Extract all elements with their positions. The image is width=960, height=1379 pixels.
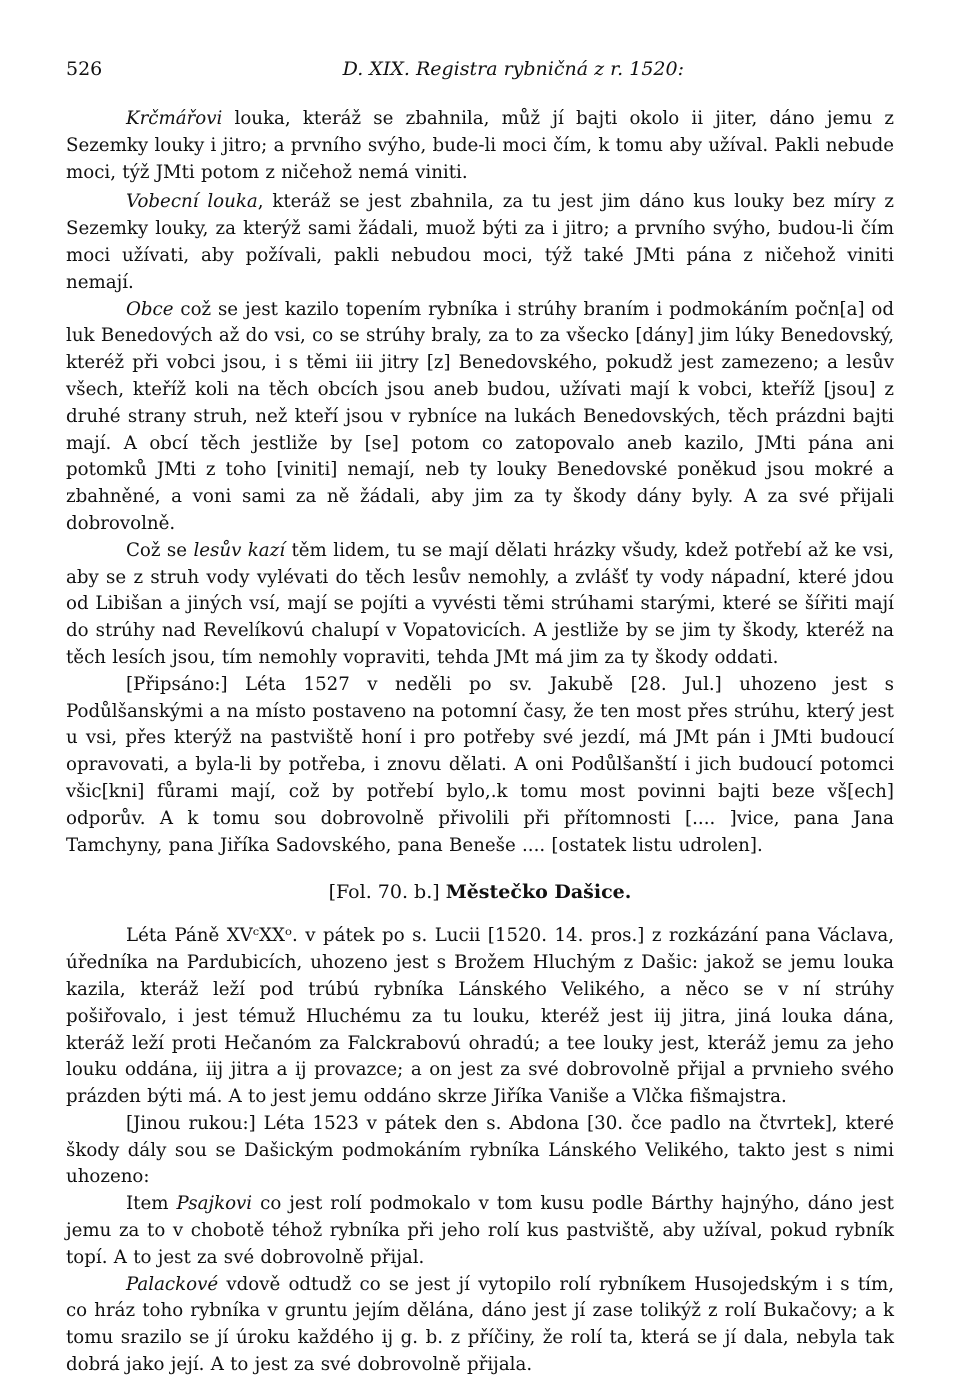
paragraph — [66, 106, 894, 186]
paragraph — [66, 672, 894, 860]
paragraph-lead: Což se — [126, 539, 194, 561]
paragraph — [66, 538, 894, 672]
paragraph-text: , kteráž se jest zbahnila, za tu jest jim dáno kus louky bez míry z Sezemky louky, za kterýž sami žádali, muož býti za i jitro; a prvního svýho, budou-li čím moci užívati, aby požívali, pakli nebudou moci, týž také JMti pána z ničehož viniti nemají. — [66, 191, 894, 293]
paragraph-text: co jest rolí podmokalo v tom kusu podle Bárthy hajnýho, dáno jest jemu za to v chobotě téhož rybníka při jeho rolí kus pastviště, aby užíval, pokud rybník topí. A to jest za své dobrovolně přijal. — [66, 1193, 894, 1268]
paragraph-text: což se jest kazilo topením rybníka i strúhy braním i podmokáním počn[a] od luk Benedových až do vsi, co se strúhy braly, za to za všecko [dány] jim lúky Benedovský, kteréž při vobci jsou, i s těmi iii jitry [z] Benedovského, pokudž jest zamezeno; a lesův všech, kteříž koli na těch obcích jsou aneb budou, užívati mají k vobci, kteříž [jsou] z druhé strany struh, než kteří jsou v rybníce na lukách Benedovských, těch prázdni bajti mají. A obcí těch jestliže by [se] potom co zatopovalo aneb kazilo, JMti pána ani potomků JMti z toho [viniti] nemají, neb ty louky Benedovské poněkud jsou mokré a zbahněné, a voni sami za ně žádali, aby jim za ty škody dány byly. A za své přijali dobrovolně. — [66, 298, 894, 534]
paragraph — [66, 923, 894, 1111]
paragraph-lead: Obce — [126, 298, 174, 320]
paragraph — [66, 1191, 894, 1271]
paragraph — [66, 297, 894, 538]
paragraph-lead-italic: Psajkovi — [176, 1193, 253, 1215]
paragraph-lead: Krčmářovi — [126, 108, 223, 129]
paragraph-text: [Jinou rukou:] Léta 1523 v pátek den s. Abdona [30. čce padlo na čtvrtek], které škody dály sou se Dašickým podmokáním rybníka Lánského Velikého, takto jest s nimi uhozeno: — [66, 1112, 894, 1188]
folio-reference: [Fol. 70. b.] — [328, 881, 446, 904]
paragraph-text: těm lidem, tu se mají dělati hrázky všudy, kdež potřebí až ke vsi, aby se z struh vody vylévati do těch lesův nemohly, a zvlášť ty vody nápadní, které jdou od Libišan a jiných vsí, mají se pojíti a vyvésti těmi strúhami starými, které se šířiti mají do strúhy nad Revelíkovú chalupí v Vopatovicích. A jestliže by se jim ty škody, kteréž na těch lesích jsou, tím nemohly vopraviti, tehda JMt má jim za ty škody oddati. — [66, 539, 895, 668]
paragraph-lead: Item — [126, 1193, 177, 1215]
section-title: Městečko Dašice. — [445, 881, 632, 904]
paragraph-lead-italic: Palackové — [126, 1273, 219, 1295]
running-header — [66, 58, 894, 80]
running-title: D. XIX. Registra rybničná z r. 1520: — [342, 58, 684, 80]
paragraph-text: Léta Páně XVᶜXXᵒ. v pátek po s. Lucii [1520. 14. pros.] z rozkázání pana Václava, úředníka na Pardubicích, uhozeno jest s Brožem Hluchým z Dašic: jakož se jemu louka kazila, kteráž leží pod trúbú rybníka Lánského Velikého, a něco se v ní strúhy pošiřovalo, i jest témuž Hluchému za tu louku, kteréž jest iij jitra, jiná louka dána, kteráž leží proti Hečanóm za Falckrabovú ohradú; a tee louky jest, kteráž jemu za jeho louku oddána, iij jitra a ij provazce; a on jest za své dobrovolně přijal a prvnieho svého prázden býti má. A to jest jemu oddáno skrze Jiříka Vaniše a Vlčka fišmajstra. — [66, 925, 894, 1108]
paragraph-lead-italic: lesův kazí — [193, 539, 286, 561]
paragraph — [66, 1272, 894, 1379]
body-text — [66, 106, 894, 1379]
paragraph — [66, 189, 894, 296]
paragraph-text: vdově odtudž co se jest jí vytopilo rolí rybníkem Husojedským i s tím, co hráz toho rybníka v gruntu jejím dělána, dáno jest jí zase tolikýž z rolí Bukačovy; a k tomu srazilo se jí úroku každého ij g. b. z příčiny, že rolí ta, která se jí dala, nebyla tak dobrá jako její. A to jest za své dobrovolně přijala. — [66, 1273, 894, 1376]
page-number: 526 — [66, 58, 103, 80]
paragraph-text: [Připsáno:] Léta 1527 v neděli po sv. Jakubě [28. Jul.] uhozeno jest s Podůlšanskými a na místo postaveno na potomní časy, že ten most přes strúhu, který jest u vsi, přes kterýž na pastviště honí i pro potřeby své jezdí, má JMt pán i JMti budoucí opravovati, a byla-li by potřeba, i znovu dělati. A oni Podůlšanští i jich budoucí potomci všic[kni] fůrami mají, což by potřebí bylo,.k tomu most povinni bajti beze vš[ech] odporův. A k tomu sou dobrovolně přivolili při přítomnosti [.... ]vice, pana Jana Tamchyny, pana Jiříka Sadovského, pana Beneše .... [ostatek listu udrolen]. — [66, 673, 894, 856]
paragraph-text: louka, kteráž se zbahnila, můž jí bajti okolo ii jiter, dáno jemu z Sezemky louky i jitro; a prvního svýho, bude-li moci čím, k tomu aby užíval. Pakli nebude moci, týž JMti potom z ničehož nemá viniti. — [66, 108, 894, 183]
section-heading — [66, 881, 894, 903]
paragraph — [66, 1111, 894, 1191]
paragraph-lead: Vobecní louka — [126, 191, 258, 213]
